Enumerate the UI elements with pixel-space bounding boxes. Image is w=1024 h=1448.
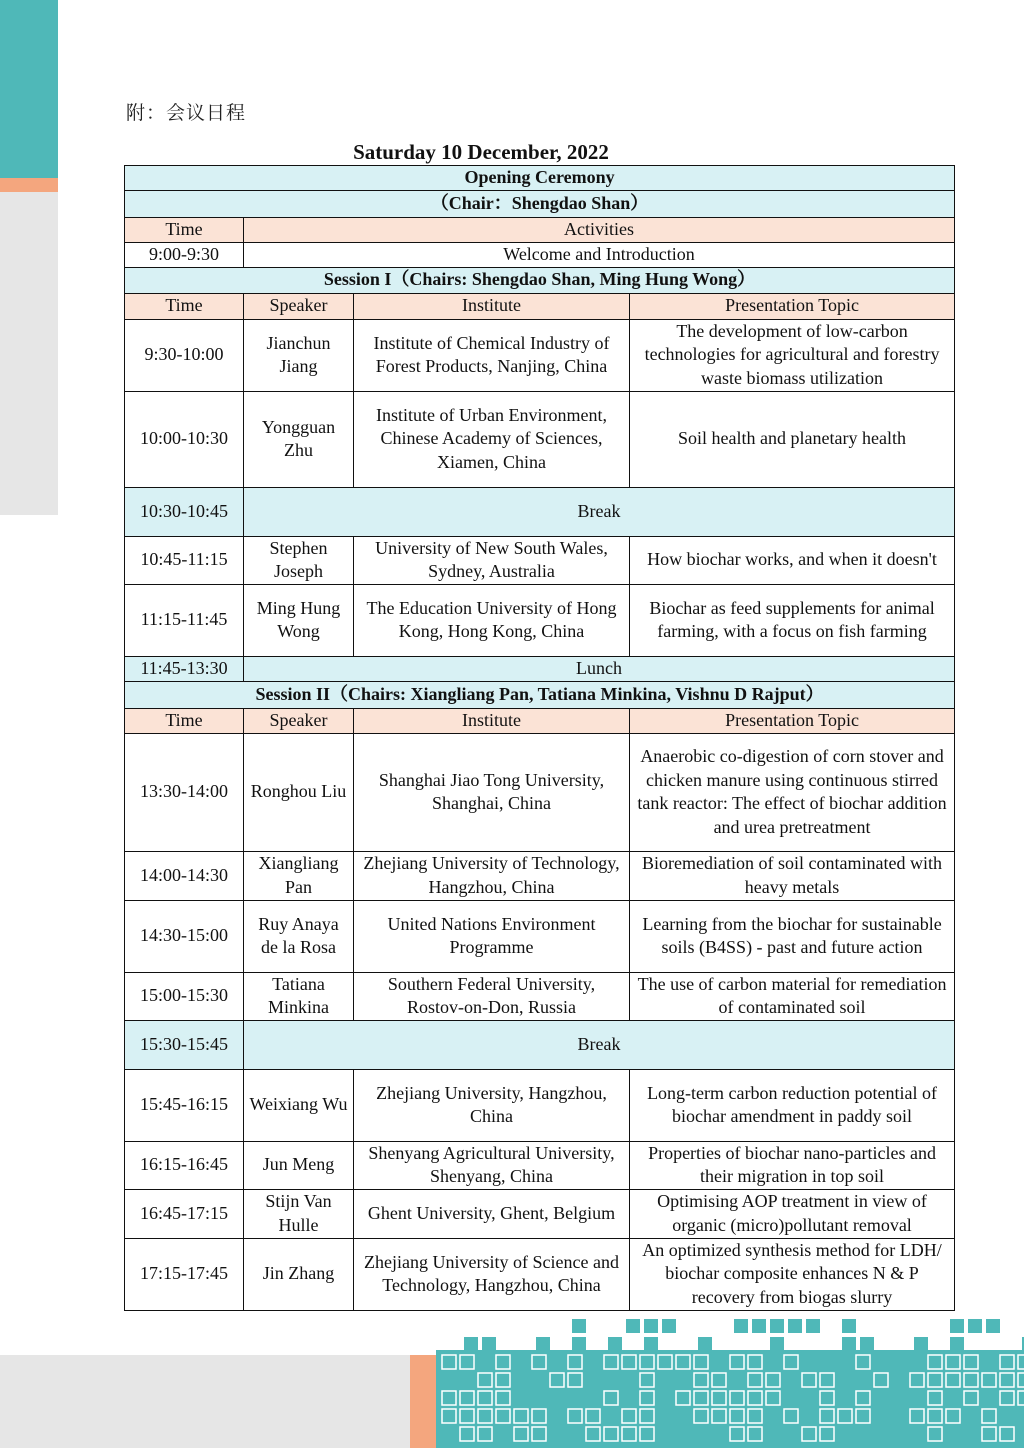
row-institute: United Nations Environment Programme — [354, 900, 630, 972]
row-institute: University of New South Wales, Sydney, Australia — [354, 536, 630, 584]
table-row — [125, 1069, 955, 1141]
decorative-orange-footer — [410, 1355, 436, 1448]
row-time: 14:30-15:00 — [125, 900, 244, 972]
date-heading: Saturday 10 December, 2022 — [353, 140, 609, 164]
row-time: 9:30-10:00 — [125, 319, 244, 391]
break-row — [125, 1020, 955, 1069]
session2-title: Session II（Chairs: Xiangliang Pan, Tatiana Minkina, Vishnu D Rajput） — [125, 681, 955, 708]
session1-header-row — [125, 293, 955, 319]
header-time: Time — [125, 708, 244, 733]
row-topic: The use of carbon material for remediation of contaminated soil — [630, 972, 955, 1020]
row-time: 10:45-11:15 — [125, 536, 244, 584]
header-time: Time — [125, 293, 244, 319]
lunch-time: 11:45-13:30 — [125, 656, 244, 681]
row-time: 16:15-16:45 — [125, 1141, 244, 1189]
table-row — [125, 900, 955, 972]
row-topic: Learning from the biochar for sustainable soils (B4SS) - past and future action — [630, 900, 955, 972]
row-speaker: Ruy Anaya de la Rosa — [244, 900, 354, 972]
decorative-teal-band — [0, 0, 58, 178]
session1-title-row — [125, 267, 955, 293]
row-time: 15:00-15:30 — [125, 972, 244, 1020]
row-speaker: Ronghou Liu — [244, 733, 354, 851]
row-speaker: Weixiang Wu — [244, 1069, 354, 1141]
opening-time: 9:00-9:30 — [125, 242, 244, 267]
opening-activity: Welcome and Introduction — [244, 242, 955, 267]
schedule-table — [124, 165, 955, 1311]
header-speaker: Speaker — [244, 708, 354, 733]
decorative-pixel-grid — [436, 1305, 1024, 1448]
opening-chair-row — [125, 190, 955, 217]
lunch-label: Lunch — [244, 656, 955, 681]
row-topic: Soil health and planetary health — [630, 391, 955, 487]
opening-activities-header: Activities — [244, 217, 955, 242]
row-topic: How biochar works, and when it doesn't — [630, 536, 955, 584]
row-institute: Shenyang Agricultural University, Shenyang, China — [354, 1141, 630, 1189]
decorative-orange-band — [0, 178, 58, 192]
row-speaker: Tatiana Minkina — [244, 972, 354, 1020]
opening-header-row — [125, 217, 955, 242]
row-topic: Long-term carbon reduction potential of biochar amendment in paddy soil — [630, 1069, 955, 1141]
table-row — [125, 1238, 955, 1310]
row-institute: Institute of Chemical Industry of Forest Products, Nanjing, China — [354, 319, 630, 391]
table-row — [125, 391, 955, 487]
session2-title-row — [125, 681, 955, 708]
row-institute: Zhejiang University, Hangzhou, China — [354, 1069, 630, 1141]
row-topic: The development of low-carbon technologies for agricultural and forestry waste biomass utilization — [630, 319, 955, 391]
row-speaker: Stijn Van Hulle — [244, 1189, 354, 1238]
row-time: 15:45-16:15 — [125, 1069, 244, 1141]
break-label: Break — [244, 487, 955, 536]
row-institute: Southern Federal University, Rostov-on-Don, Russia — [354, 972, 630, 1020]
table-row — [125, 584, 955, 656]
row-institute: Zhejiang University of Science and Technology, Hangzhou, China — [354, 1238, 630, 1310]
table-row — [125, 851, 955, 900]
table-row — [125, 319, 955, 391]
table-row — [125, 536, 955, 584]
break-time: 10:30-10:45 — [125, 487, 244, 536]
row-topic: Properties of biochar nano-particles and their migration in top soil — [630, 1141, 955, 1189]
opening-time-header: Time — [125, 217, 244, 242]
opening-title: Opening Ceremony — [125, 166, 955, 191]
break-label: Break — [244, 1020, 955, 1069]
table-row — [125, 733, 955, 851]
opening-chair: （Chair：Shengdao Shan） — [125, 190, 955, 217]
row-speaker: Jin Zhang — [244, 1238, 354, 1310]
row-time: 11:15-11:45 — [125, 584, 244, 656]
header-topic: Presentation Topic — [630, 293, 955, 319]
table-row — [125, 1189, 955, 1238]
session1-title: Session I（Chairs: Shengdao Shan, Ming Hung Wong） — [125, 267, 955, 293]
decorative-gray-footer — [0, 1355, 410, 1448]
table-row — [125, 1141, 955, 1189]
session2-header-row — [125, 708, 955, 733]
annex-title: 附：会议日程 — [126, 102, 247, 124]
break-row — [125, 487, 955, 536]
table-row — [125, 972, 955, 1020]
lunch-row — [125, 656, 955, 681]
row-speaker: Jianchun Jiang — [244, 319, 354, 391]
header-institute: Institute — [354, 708, 630, 733]
row-speaker: Ming Hung Wong — [244, 584, 354, 656]
row-speaker: Yongguan Zhu — [244, 391, 354, 487]
break-time: 15:30-15:45 — [125, 1020, 244, 1069]
row-time: 17:15-17:45 — [125, 1238, 244, 1310]
row-time: 13:30-14:00 — [125, 733, 244, 851]
header-topic: Presentation Topic — [630, 708, 955, 733]
row-time: 16:45-17:15 — [125, 1189, 244, 1238]
row-speaker: Jun Meng — [244, 1141, 354, 1189]
row-speaker: Xiangliang Pan — [244, 851, 354, 900]
header-speaker: Speaker — [244, 293, 354, 319]
row-time: 14:00-14:30 — [125, 851, 244, 900]
opening-activity-row — [125, 242, 955, 267]
row-time: 10:00-10:30 — [125, 391, 244, 487]
row-speaker: Stephen Joseph — [244, 536, 354, 584]
header-institute: Institute — [354, 293, 630, 319]
row-institute: Ghent University, Ghent, Belgium — [354, 1189, 630, 1238]
row-topic: Anaerobic co-digestion of corn stover and chicken manure using continuous stirred tank reactor: The effect of biochar addition and urea pretreatment — [630, 733, 955, 851]
row-institute: Shanghai Jiao Tong University, Shanghai, China — [354, 733, 630, 851]
row-topic: Optimising AOP treatment in view of organic (micro)pollutant removal — [630, 1189, 955, 1238]
row-institute: Zhejiang University of Technology, Hangzhou, China — [354, 851, 630, 900]
opening-title-row — [125, 166, 955, 191]
row-institute: The Education University of Hong Kong, Hong Kong, China — [354, 584, 630, 656]
row-topic: An optimized synthesis method for LDH/ biochar composite enhances N & P recovery from biogas slurry — [630, 1238, 955, 1310]
row-topic: Biochar as feed supplements for animal farming, with a focus on fish farming — [630, 584, 955, 656]
row-institute: Institute of Urban Environment, Chinese Academy of Sciences, Xiamen, China — [354, 391, 630, 487]
decorative-gray-band — [0, 192, 58, 515]
row-topic: Bioremediation of soil contaminated with heavy metals — [630, 851, 955, 900]
